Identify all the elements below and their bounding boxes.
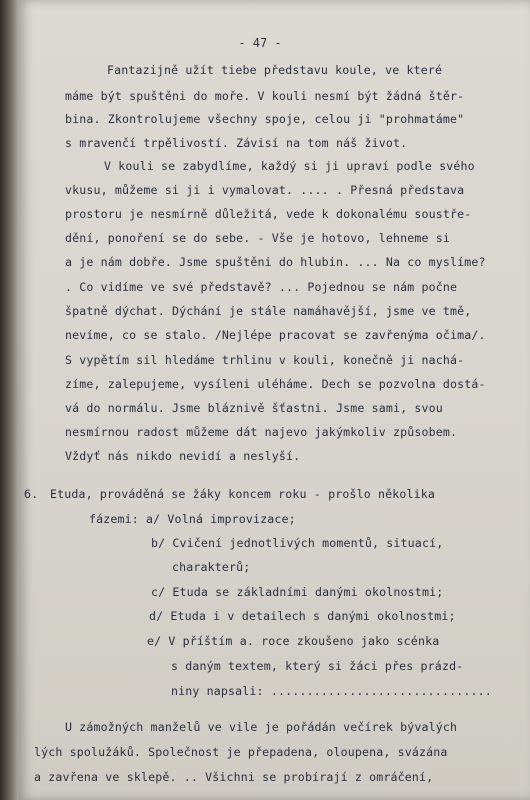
text-line: V kouli se zabydlíme, každý si ji upraví podle svého bbox=[104, 159, 475, 173]
text-line: s mravenčí trpělivostí. Závisí na tom náš život. bbox=[65, 136, 408, 150]
text-line: lých spolužáků. Společnost je přepadena, oloupena, svázána bbox=[34, 745, 448, 759]
text-line: bina. Zkontrolujeme všechny spoje, celou ji "prohmatáme" bbox=[65, 112, 465, 126]
document-page bbox=[18, 0, 530, 800]
sub-item-b: b/ Cvičení jednotlivých momentů, situací, bbox=[151, 536, 444, 550]
page-number: - 47 - bbox=[238, 36, 282, 50]
sub-item-e: e/ V příštím a. roce zkoušeno jako scénka bbox=[147, 634, 440, 648]
text-line: zíme, zalepujeme, vysíleni uléháme. Dech se pozvolna dostá- bbox=[65, 377, 486, 391]
text-line: špatně dýchat. Dýchání je stále namáhavější, jsme ve tmě, bbox=[65, 304, 472, 318]
text-line: a je nám dobře. Jsme spuštěni do hlubin. ... Na co myslíme? bbox=[65, 255, 486, 269]
text-line: prostoru je nesmírně důležitá, vede k dokonalému soustře- bbox=[65, 207, 472, 221]
text-line: Vždyť nás nikdo nevidí a neslyší. bbox=[65, 449, 301, 463]
sub-item-b-cont: charakterů; bbox=[172, 560, 251, 574]
text-line: Etuda, prováděná se žáky koncem roku - prošlo několika bbox=[50, 487, 436, 501]
text-line: vá do normálu. Jsme bláznivě šťastni. Jsme sami, svou bbox=[65, 401, 443, 415]
sub-item-d: d/ Etuda i v detailech s danými okolnostmi; bbox=[149, 609, 456, 623]
sub-item-e-cont: s daným textem, který si žáci přes prázd- bbox=[171, 659, 464, 673]
text-line: vkusu, můžeme si ji i vymalovat. .... . Přesná představa bbox=[65, 183, 465, 197]
list-item-number: 6. bbox=[24, 487, 39, 501]
text-line: fázemi: a/ Volná improvizace; bbox=[89, 512, 296, 526]
text-line: nesmírnou radost můžeme dát najevo jakýmkoliv způsobem. bbox=[65, 425, 458, 439]
text-line: máme být spuštěni do moře. V kouli nesmí být žádná štěr- bbox=[65, 89, 465, 103]
text-line: a zavřena ve sklepě. .. Všichni se probírají z omráčení, bbox=[34, 770, 434, 784]
sub-item-e-cont: niny napsali: ............................... bbox=[171, 684, 492, 698]
text-line: Fantazijně užít tiebe představu koule, ve které bbox=[107, 63, 443, 77]
text-line: . Co vidíme ve své představě? ... Pojednou se nám počne bbox=[65, 280, 458, 294]
text-line: dění, ponoření se do sebe. - Vše je hotovo, lehneme si bbox=[65, 231, 451, 245]
sub-item-c: c/ Etuda se základními danými okolnostmi; bbox=[151, 585, 444, 599]
text-line: nevíme, co se stalo. /Nejlépe pracovat se zavřenýma očima/. bbox=[65, 328, 486, 342]
text-line: U zámožných manželů ve vile je pořádán večírek bývalých bbox=[65, 720, 458, 734]
text-line: S vypětím sil hledáme trhlinu v kouli, konečně ji nachá- bbox=[65, 353, 465, 367]
